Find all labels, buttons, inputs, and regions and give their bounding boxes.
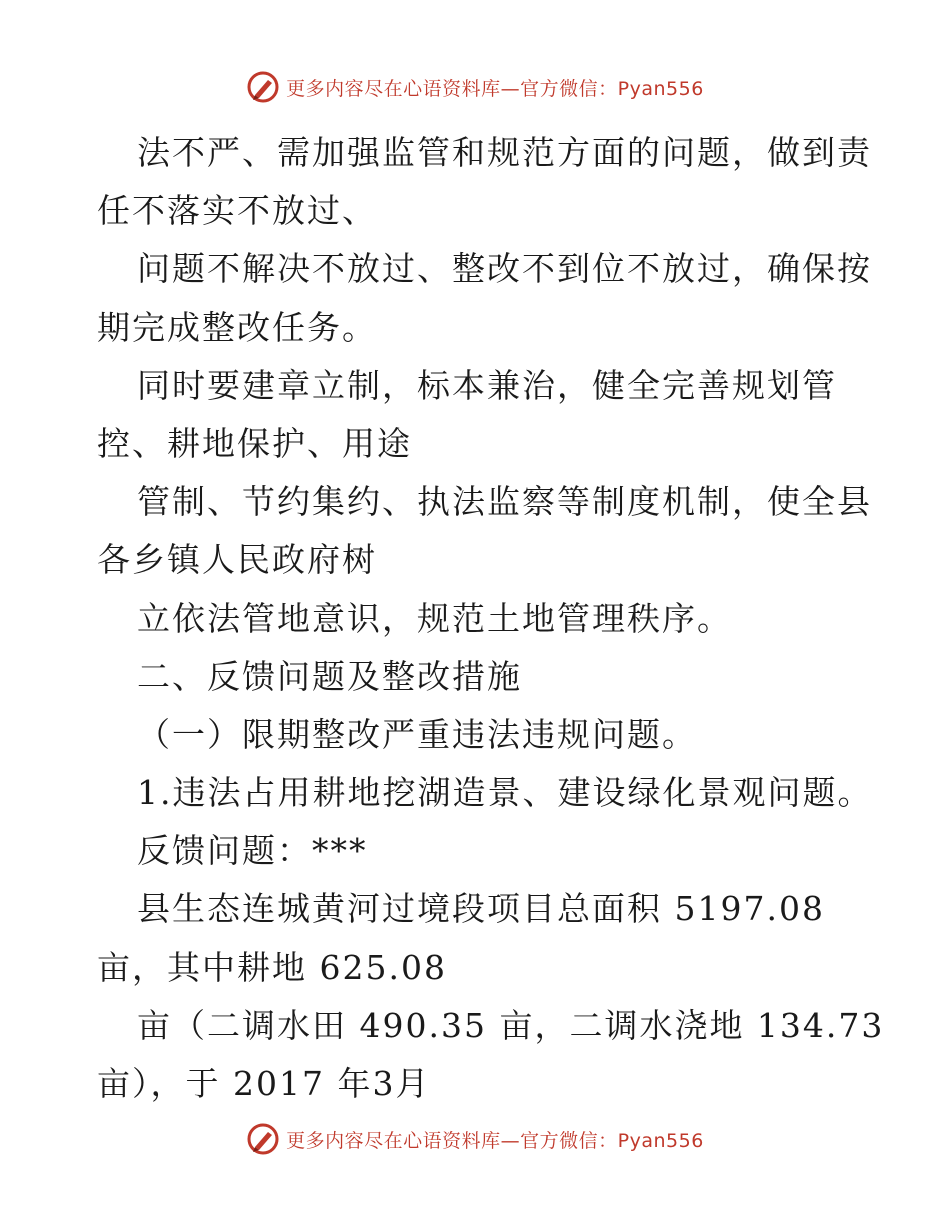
text-line: 亩），于 2017 年3月: [97, 1064, 431, 1103]
section-heading: 二、反馈问题及整改措施: [137, 656, 522, 696]
text-line: 期完成整改任务。: [97, 307, 377, 347]
header-watermark: [0, 70, 950, 104]
text-line: 亩，其中耕地 625.08: [97, 947, 447, 987]
item-heading: 1.违法占用耕地挖湖造景、建设绿化景观问题。: [137, 773, 873, 813]
subsection-heading: （一）限期整改严重违法违规问题。: [137, 714, 697, 754]
text-line: 控、耕地保护、用途: [97, 423, 412, 463]
pen-logo-icon: [246, 1122, 280, 1156]
footer-watermark: [0, 1122, 950, 1156]
text-line: 各乡镇人民政府树: [97, 540, 377, 580]
text-line: 亩（二调水田 490.35 亩，二调水浇地 134.73: [137, 1005, 885, 1045]
text-line: 问题不解决不放过、整改不到位不放过，确保按: [137, 249, 872, 289]
text-line: 立依法管地意识，规范土地管理秩序。: [137, 598, 732, 638]
text-line: 同时要建章立制，标本兼治，健全完善规划管: [137, 365, 837, 405]
text-line: 反馈问题：***: [137, 831, 368, 871]
text-line: 管制、节约集约、执法监察等制度机制，使全县: [137, 482, 872, 522]
watermark-text: 更多内容尽在心语资料库—官方微信：Pyan556: [286, 1129, 704, 1152]
document-body: [97, 124, 885, 1113]
pen-logo-icon: [246, 70, 280, 104]
text-line: 任不落实不放过、: [97, 191, 377, 231]
text-line: 法不严、需加强监管和规范方面的问题，做到责: [137, 133, 872, 172]
text-line: 县生态连城黄河过境段项目总面积 5197.08: [137, 889, 825, 929]
watermark-text: 更多内容尽在心语资料库—官方微信：Pyan556: [286, 77, 704, 100]
